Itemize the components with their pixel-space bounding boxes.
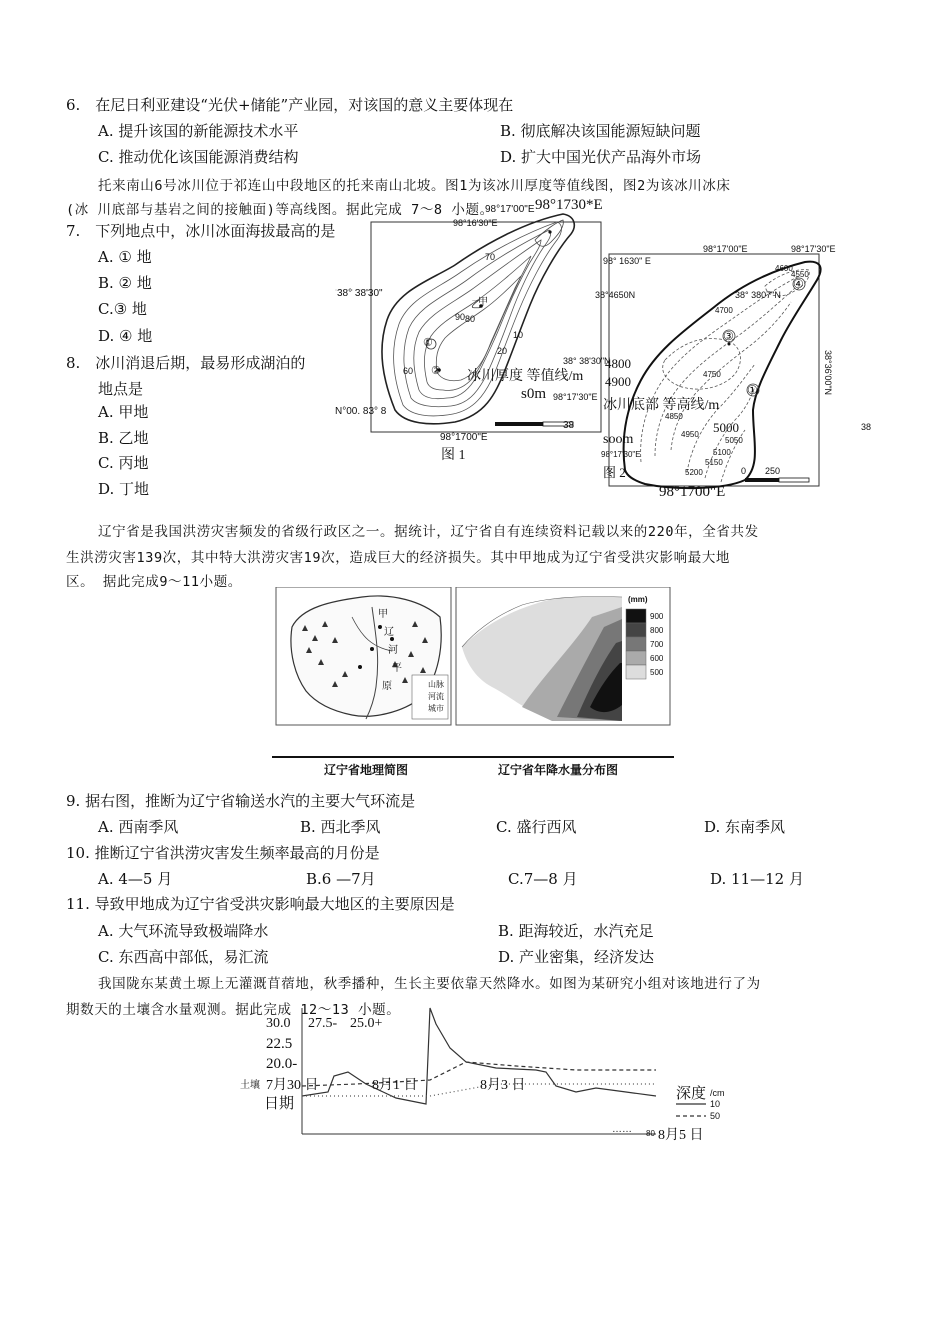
q11-option-b: B. 距海较近，水汽充足 [498, 922, 654, 940]
fig1-lon-bottom: 98°1700"E [440, 432, 488, 443]
date-8-5: 8月5 日 [658, 1128, 704, 1143]
q10-stem: 10. 推断辽宁省洪涝灾害发生频率最高的月份是 [66, 844, 380, 862]
fig2-lat-mid: 38° 3807"N [735, 290, 781, 300]
fig2-scale-label: soom [603, 432, 634, 447]
fig1-label-20: 20 [497, 346, 508, 356]
legend-series-50: 50 [710, 1111, 721, 1121]
q10-option-d: D. 11—12 月 [710, 870, 804, 888]
figure-2-glacier-bed [595, 240, 880, 505]
fig2-lat-left: 38°4650N [595, 290, 636, 300]
fig2-elev-4900: 4900 [605, 374, 631, 389]
map2-caption: 辽宁省年降水量分布图 [498, 763, 619, 777]
intro-12-13-line2: 期数天的土壤含水量观测。据此完成 12～13 小题。 [66, 1002, 401, 1018]
fig1-label-90: 90 [455, 312, 466, 322]
q8-option-b: B. 乙地 [98, 429, 149, 447]
fig1-scale-end: 38 [563, 420, 575, 431]
fig2-elev-4800: 4800 [605, 356, 631, 371]
fig2-scale-250: 250 [765, 466, 781, 476]
ytick-27-5: 27.5- [308, 1016, 338, 1031]
legend-series-10: 10 [710, 1099, 721, 1109]
q8-stem-line1: 8. 冰川消退后期，最易形成湖泊的 [66, 354, 306, 372]
rain-level-900: 900 [650, 612, 664, 621]
fig2-elev-5100: 5100 [713, 448, 731, 457]
fig1-label-yi: 乙 [471, 300, 481, 311]
q8-option-d: D. 丁地 [98, 480, 150, 498]
fig2-caption: 图 2 [603, 465, 626, 480]
soil-moisture-chart [236, 1004, 736, 1154]
q8-option-c: C. 丙地 [98, 454, 149, 472]
fig1-scale-label: s0m [521, 386, 547, 402]
fig1-label-60: 60 [403, 366, 414, 376]
legend-city: 城市 [428, 704, 444, 713]
fig1-label-jia: 甲 [478, 297, 488, 308]
fig1-lat-left: 38° 38'30" [337, 288, 383, 299]
fig1-legend: 冰川厚度 等值线/m [467, 369, 584, 384]
q8-option-a: A. 甲地 [98, 403, 149, 421]
liaoning-maps-svg [272, 587, 674, 777]
date-8-1: 8月1 日 [372, 1078, 418, 1093]
fig1-label-80: 80 [465, 314, 476, 324]
ytick-25: 25.0+ [350, 1016, 383, 1031]
liaoning-maps [272, 587, 674, 777]
fig1-lon-bottom2: 98°17'30"E [553, 392, 598, 402]
q8-stem-line2: 地点是 [98, 380, 144, 398]
intro-9-11-line1: 辽宁省是我国洪涝灾害频发的省级行政区之一。据统计，辽宁省自有连续资料记载以来的220年，全省共发 [98, 524, 759, 540]
fig2-elev-4750: 4750 [703, 370, 721, 379]
q7-stem: 7. 下列地点中，冰川冰面海拔最高的是 [66, 222, 336, 240]
q11-option-d: D. 产业密集，经济发达 [498, 948, 655, 966]
fig2-lon-bottom: 98°1700"E [659, 484, 726, 500]
legend-river: 河流 [428, 692, 444, 701]
intro-9-11-line3: 区。 据此完成9～11小题。 [66, 574, 242, 590]
rain-level-600: 600 [650, 654, 664, 663]
fig2-elev-5050: 5050 [725, 436, 743, 445]
fig2-legend: 冰川底部 等高线/m [603, 398, 720, 413]
q7-option-a: A. ① 地 [98, 248, 152, 266]
q11-option-c: C. 东西高中部低，易汇流 [98, 948, 269, 966]
q11-stem: 11. 导致甲地成为辽宁省受洪灾影响最大地区的主要原因是 [66, 895, 455, 913]
legend-series-80: 80 [646, 1129, 655, 1138]
rain-level-800: 800 [650, 626, 664, 635]
ytick-20: 20.0- [266, 1056, 298, 1072]
fig2-lon-top2: 98°17'30"E [791, 244, 836, 254]
fig2-lon-left: 98° 1630" E [603, 256, 651, 266]
date-7-30: 7月30 日 [266, 1078, 319, 1093]
q10-option-b: B.6 —7月 [306, 870, 376, 888]
intro-9-11-line2: 生洪涝灾害139次，其中特大洪涝灾害19次，造成巨大的经济损失。其中甲地成为辽宁省受洪灾影响最大地 [66, 550, 731, 566]
q6-option-d: D. 扩大中国光伏产品海外市场 [500, 148, 702, 166]
legend-depth-unit: /cm [710, 1088, 725, 1098]
ytick-30: 30.0 [266, 1016, 291, 1031]
q9-option-a: A. 西南季风 [98, 818, 179, 836]
fig1-caption: 图 1 [441, 448, 466, 463]
q7-option-b: B. ② 地 [98, 274, 152, 292]
q6-option-c: C. 推动优化该国能源消费结构 [98, 148, 299, 166]
liaoning-label-yuan: 原 [382, 681, 392, 692]
rain-unit: (mm) [628, 595, 648, 604]
fig1-lat-right: 38° 38'30"N [563, 356, 611, 366]
liaoning-label-liao: 辽 [384, 627, 394, 638]
intro-12-13-line1: 我国陇东某黄土塬上无灌溉苜蓿地，秋季播种，生长主要依靠天然降水。如图为某研究小组对该地进行了为 [98, 976, 761, 992]
fig1-label-10: 10 [513, 330, 524, 340]
fig2-lon-top: 98°17'00"E [703, 244, 748, 254]
fig1-lon-top: 98°17'00"E [485, 204, 535, 215]
rain-level-700: 700 [650, 640, 664, 649]
fig2-elev-4700: 4700 [715, 306, 733, 315]
fig1-lon-top-small: 98°16'30"E [453, 218, 498, 228]
legend-dots: …… [612, 1124, 632, 1135]
q7-option-d: D. ④ 地 [98, 327, 153, 345]
fig2-elev-4850: 4850 [665, 412, 683, 421]
fig2-circle-3: ③ [723, 329, 734, 343]
q9-option-b: B. 西北季风 [300, 818, 381, 836]
map1-caption: 辽宁省地理简图 [324, 763, 409, 777]
figure-2-map [595, 240, 880, 505]
legend-mountain: 山脉 [428, 680, 444, 689]
fig2-circle-1: ① [747, 383, 758, 397]
fig2-lat-right: 38°36'00"N [823, 350, 833, 396]
q7-option-c: C.③ 地 [98, 300, 147, 318]
ytick-22-5: 22.5 [266, 1036, 293, 1052]
q6-option-b: B. 彻底解决该国能源短缺问题 [500, 122, 701, 140]
q11-option-a: A. 大气环流导致极端降水 [98, 922, 269, 940]
date-8-3: 8月3 日 [480, 1078, 526, 1093]
fig1-label-70: 70 [485, 252, 496, 262]
liaoning-label-jia: 甲 [378, 609, 388, 620]
q9-option-d: D. 东南季风 [704, 818, 786, 836]
intro-7-8-line1: 托来南山6号冰川位于祁连山中段地区的托来南山北坡。图1为该冰川厚度等值线图，图2为该冰川冰床 [98, 178, 731, 194]
fig2-elev-4550: 4550 [791, 270, 809, 279]
intro-7-8-line2: (冰 川底部与基岩之间的接触面)等高线图。据此完成 7～8 小题。 [66, 202, 494, 218]
ylabel-soil: 土壤 [240, 1080, 260, 1091]
fig2-elev-5000: 5000 [713, 420, 739, 435]
fig2-elev-5200: 5200 [685, 468, 703, 477]
liaoning-label-he: 河 [388, 645, 398, 656]
fig1-circle-1: ① [423, 337, 433, 349]
fig2-edge-38: 38 [861, 422, 872, 432]
fig2-circle-4: ④ [793, 277, 804, 291]
fig1-lat-left2: N°00. 83° 8 [335, 406, 387, 417]
xlabel-date: 日期 [264, 1096, 295, 1112]
figure-1-glacier-thickness [335, 197, 611, 465]
fig1-lon-top2: 98°1730*E [535, 197, 603, 213]
q6-option-a: A. 提升该国的新能源技术水平 [98, 122, 299, 140]
liaoning-label-ping: 平 [392, 663, 402, 674]
fig2-elev-4600: 4600 [775, 264, 793, 273]
fig2-elev-4950: 4950 [681, 430, 699, 439]
q6-stem: 6. 在尼日利亚建设“光伏+储能”产业园，对该国的意义主要体现在 [66, 96, 514, 114]
fig2-lon-bottom2: 98°17'30"E [601, 450, 641, 459]
fig1-circle-2: ② [431, 365, 441, 377]
fig2-elev-5150: 5150 [705, 458, 723, 467]
q10-option-c: C.7—8 月 [508, 870, 578, 888]
rain-level-500: 500 [650, 668, 664, 677]
fig2-scale-0: 0 [741, 466, 747, 476]
legend-depth-title: 深度 [676, 1086, 707, 1102]
q9-option-c: C. 盛行西风 [496, 818, 577, 836]
q10-option-a: A. 4—5 月 [98, 870, 173, 888]
q9-stem: 9. 据右图，推断为辽宁省输送水汽的主要大气环流是 [66, 792, 416, 810]
